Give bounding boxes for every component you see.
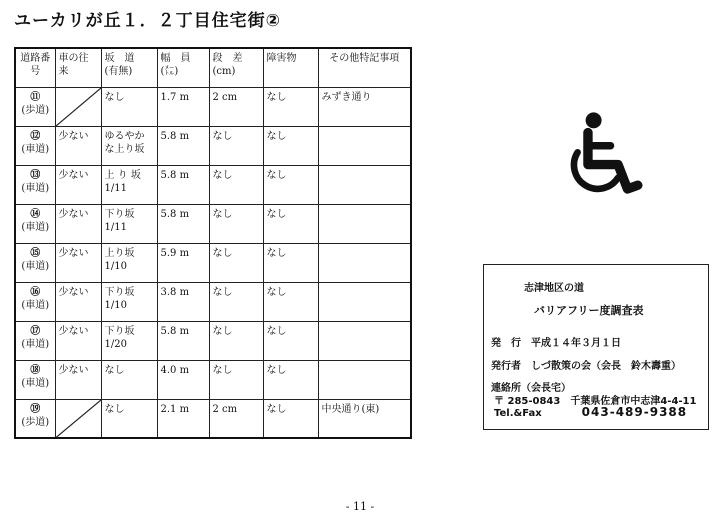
width-cell: 5.8 m (157, 165, 209, 204)
slope-cell: なし (101, 360, 157, 399)
width-cell: 4.0 m (157, 360, 209, 399)
header-width (157, 48, 209, 87)
road-number: ⑫ (30, 130, 41, 142)
wheelchair-icon (556, 110, 650, 204)
traffic-cell: 少ない (55, 126, 101, 165)
header-traffic: 車の往来 (55, 48, 101, 87)
obstacle-cell: なし (263, 282, 318, 321)
slope-cell: なし (101, 399, 157, 438)
road-id-cell (15, 126, 55, 165)
table-row (15, 321, 411, 360)
traffic-cell: 少ない (55, 321, 101, 360)
notes-cell (318, 243, 411, 282)
slope-cell: ゆるやかな上り坂 (101, 126, 157, 165)
header-width-label: 幅 員 (160, 53, 191, 64)
road-type: (車道) (21, 143, 50, 155)
header-slope-label: 坂 道 (104, 53, 135, 64)
info-issue-date: 発 行 平成１４年３月１日 (491, 338, 621, 349)
table-header-row (15, 48, 411, 87)
road-type: (車道) (21, 221, 50, 233)
obstacle-cell: なし (263, 243, 318, 282)
width-cell: 1.7 m (157, 87, 209, 126)
traffic-cell: 少ない (55, 282, 101, 321)
road-id-cell (15, 87, 55, 126)
road-number: ⑲ (30, 403, 41, 415)
road-number: ⑮ (30, 247, 41, 259)
traffic-cell (55, 399, 101, 438)
road-id-cell (15, 360, 55, 399)
table-row (15, 399, 411, 438)
slope-cell: 下り坂 1/20 (101, 321, 157, 360)
header-step (209, 48, 263, 87)
road-rows (15, 87, 411, 438)
table-row (15, 282, 411, 321)
info-publisher: 発行者 しづ散策の会（会長 鈴木壽重） (491, 361, 681, 372)
road-survey-table (14, 47, 412, 439)
road-type: (車道) (21, 260, 50, 272)
road-id-cell (15, 399, 55, 438)
road-id-cell (15, 243, 55, 282)
traffic-cell: 少ない (55, 243, 101, 282)
notes-cell (318, 321, 411, 360)
obstacle-cell: なし (263, 165, 318, 204)
obstacle-cell: なし (263, 321, 318, 360)
road-number: ⑭ (30, 208, 41, 220)
road-type: (歩道) (21, 104, 50, 116)
road-id-cell (15, 204, 55, 243)
road-id-cell (15, 321, 55, 360)
traffic-cell (55, 87, 101, 126)
header-step-sub: (cm) (212, 66, 236, 77)
table-row (15, 126, 411, 165)
header-slope (101, 48, 157, 87)
header-obstacle: 障害物 (263, 48, 318, 87)
road-id-cell (15, 282, 55, 321)
info-contact-label: 連絡所（会長宅） (491, 383, 571, 394)
slope-cell: なし (101, 87, 157, 126)
slope-cell: 下り坂 1/10 (101, 282, 157, 321)
obstacle-cell: なし (263, 87, 318, 126)
info-address: 〒 285-0843 千葉県佐倉市中志津4-4-11 (494, 396, 697, 407)
width-cell: 5.9 m (157, 243, 209, 282)
notes-cell (318, 282, 411, 321)
road-number: ⑪ (30, 91, 41, 103)
table-row (15, 360, 411, 399)
width-cell: 2.1 m (157, 399, 209, 438)
step-cell: なし (209, 243, 263, 282)
table-row (15, 87, 411, 126)
road-id-cell (15, 165, 55, 204)
road-number: ⑯ (30, 286, 41, 298)
step-cell: 2 cm (209, 87, 263, 126)
table-row (15, 243, 411, 282)
width-cell: 5.8 m (157, 321, 209, 360)
header-width-sub: (㍍) (160, 66, 179, 77)
notes-cell: 中央通り(東) (318, 399, 411, 438)
traffic-cell: 少ない (55, 360, 101, 399)
slope-cell: 上 り 坂 1/11 (101, 165, 157, 204)
traffic-cell: 少ない (55, 204, 101, 243)
header-road-number: 道路番号 (15, 48, 55, 87)
table-row (15, 204, 411, 243)
slope-cell: 下り坂 1/11 (101, 204, 157, 243)
diagonal-slash (56, 400, 101, 438)
page-number: - 11 - (345, 500, 375, 513)
road-number: ⑬ (30, 169, 41, 181)
step-cell: なし (209, 165, 263, 204)
obstacle-cell: なし (263, 399, 318, 438)
width-cell: 5.8 m (157, 204, 209, 243)
road-type: (車道) (21, 299, 50, 311)
traffic-cell: 少ない (55, 165, 101, 204)
road-number: ⑱ (30, 364, 41, 376)
info-tel-number: 043-489-9388 (581, 405, 688, 419)
info-tel (494, 405, 687, 419)
header-step-label: 段 差 (212, 53, 243, 64)
road-type: (車道) (21, 377, 50, 389)
width-cell: 5.8 m (157, 126, 209, 165)
step-cell: なし (209, 204, 263, 243)
road-type: (車道) (21, 182, 50, 194)
step-cell: なし (209, 321, 263, 360)
step-cell: なし (209, 360, 263, 399)
diagonal-slash (56, 88, 101, 126)
step-cell: なし (209, 126, 263, 165)
notes-cell (318, 360, 411, 399)
header-other: その他特記事項 (318, 48, 411, 87)
road-number: ⑰ (30, 325, 41, 337)
obstacle-cell: なし (263, 204, 318, 243)
step-cell: 2 cm (209, 399, 263, 438)
info-box (483, 264, 709, 430)
info-org: 志津地区の道 (524, 283, 584, 294)
width-cell: 3.8 m (157, 282, 209, 321)
notes-cell (318, 126, 411, 165)
table-row (15, 165, 411, 204)
step-cell: なし (209, 282, 263, 321)
page-title: ユーカリが丘１．２丁目住宅街② (14, 11, 282, 31)
notes-cell (318, 165, 411, 204)
notes-cell (318, 204, 411, 243)
notes-cell: みずき通り (318, 87, 411, 126)
road-type: (歩道) (21, 416, 50, 428)
info-tel-label: Tel.&Fax (494, 408, 542, 419)
road-type: (車道) (21, 338, 50, 350)
slope-cell: 上り坂 1/10 (101, 243, 157, 282)
info-survey-name: バリアフリー度調査表 (534, 304, 644, 317)
obstacle-cell: なし (263, 360, 318, 399)
header-slope-sub: (有無) (104, 66, 133, 77)
obstacle-cell: なし (263, 126, 318, 165)
